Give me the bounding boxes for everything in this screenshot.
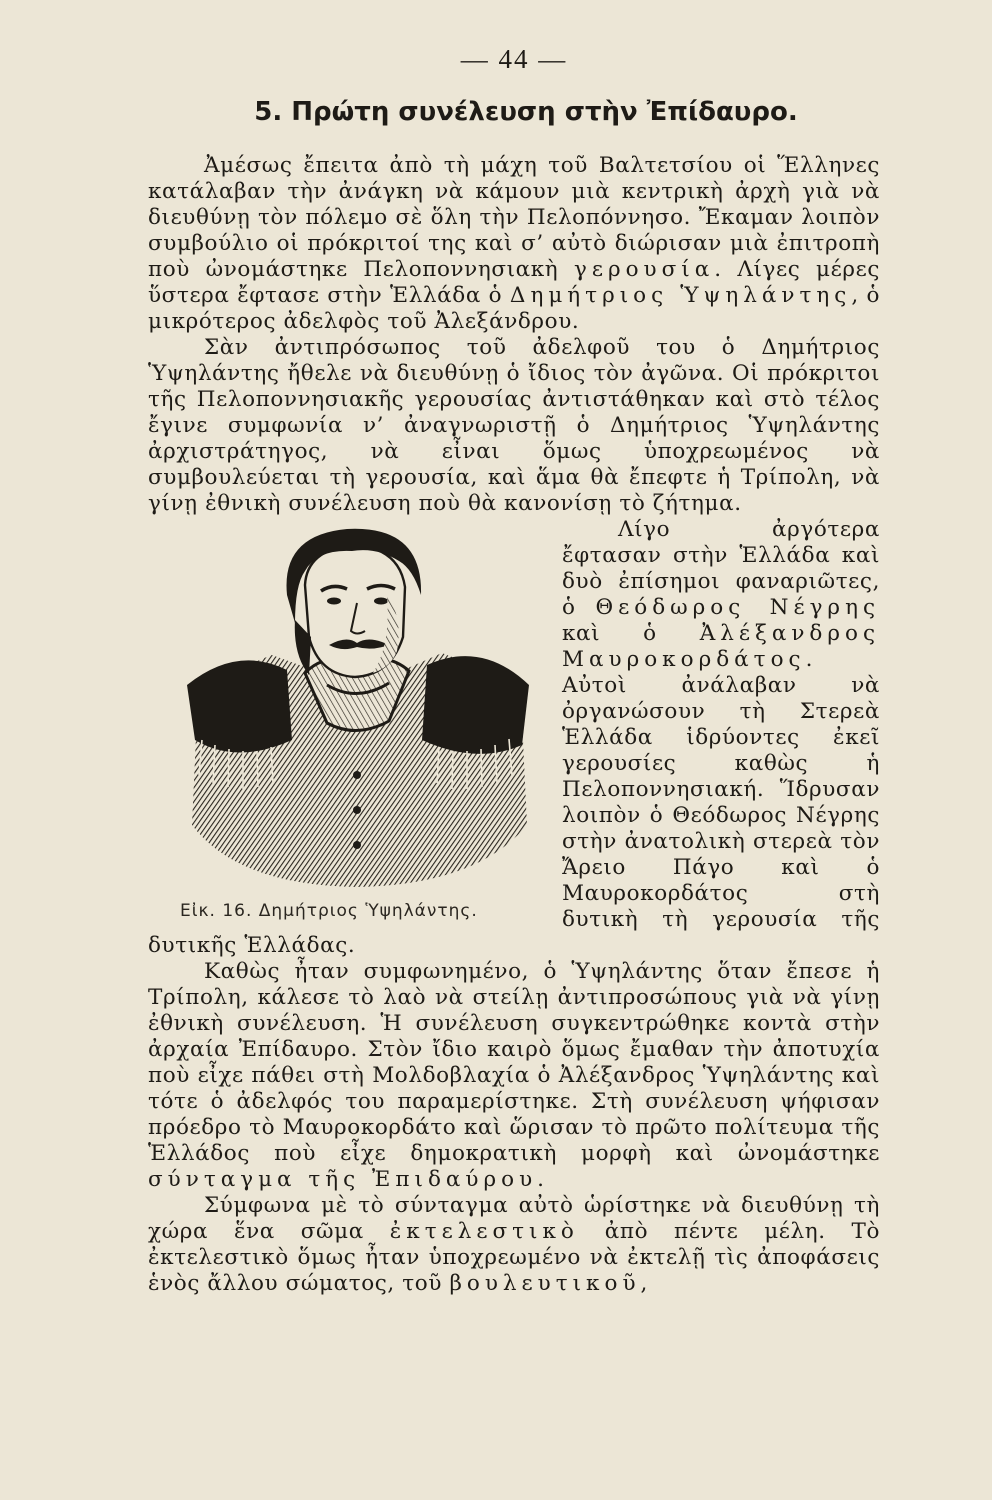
emphasis-alexandros-mavrokordatos: Ἀλέξανδρος Μαυροκορδάτος (562, 621, 880, 672)
section-title: 5. Πρώτη συνέλευση στὴν Ἐπίδαυρο. (254, 97, 798, 127)
paragraph-5: Σύμφωνα μὲ τὸ σύνταγμα αὐτὸ ὡρίστηκε νὰ διευθύνῃ τὴ χώρα ἕνα σῶμα ἐκτελεστικὸ ἀπὸ πέντε μέλη. Τὸ ἐκτελεστικὸ ὅμως ἦταν ὑποχρεωμένο νὰ ἐκτελῇ τὶς ἀποφάσεις ἑνὸς ἄλλου σώματος, τοῦ βουλευτικοῦ, (148, 1193, 880, 1296)
paragraph-2: Σὰν ἀντιπρόσωπος τοῦ ἀδελφοῦ του ὁ Δημήτριος Ὑψηλάντης ἤθελε νὰ διευθύνῃ ὁ ἴδιος τὸν ἀγῶνα. Οἱ πρόκριτοι τῆς Πελοποννησιακῆς γερουσίας ἀντιστάθηκαν καὶ στὸ τέλος ἔγινε συμφωνία ν’ ἀναγνωριστῇ ὁ Δημήτριος Ὑψηλάντης ἀρχιστράτηγος, νὰ εἶναι ὅμως ὑποχρεωμένος νὰ συμβουλεύεται τὴ γερουσία, καὶ ἅμα θὰ ἔπεφτε ἡ Τρίπολη, νὰ γίνῃ ἐθνικὴ συνέλευση ποὺ θὰ κανονίσῃ τὸ ζήτημα. (148, 335, 880, 516)
paragraph-4: Καθὼς ἦταν συμφωνημένο, ὁ Ὑψηλάντης ὅταν ἔπεσε ἡ Τρίπολη, κάλεσε τὸ λαὸ νὰ στείλῃ ἀντιπροσώπους γιὰ νὰ γίνῃ ἐθνικὴ συνέλευση. Ἡ συνέλευση συγκεντρώθηκε κοντὰ στὴν ἀρχαία Ἐπίδαυρο. Στὸν ἴδιο καιρὸ ὅμως ἔμαθαν τὴν ἀποτυχία ποὺ εἶχε πάθει στὴ Μολδοβλαχία ὁ Ἀλέξανδρος Ὑψηλάντης καὶ τότε ὁ ἀδελφός του παραμερίστηκε. Στὴ συνέλευση ψήφισαν πρόεδρο τὸ Μαυροκορδάτο καὶ ὥρισαν τὸ πρῶτο πολίτευμα τῆς Ἑλλάδος ποὺ εἶχε δημοκρατικὴ μορφὴ καὶ ὠνομάστηκε σύνταγμα τῆς Ἐπιδαύρου. (148, 959, 880, 1192)
page-number: — 44 — (460, 44, 568, 74)
emphasis-vouleutiko: βουλευτικοῦ (449, 1271, 641, 1296)
portrait-icon (177, 525, 537, 895)
emphasis-ektelestiko: ἐκτελεστικὸ (389, 1219, 579, 1244)
emphasis-dimitrios-ypsilantis: Δημήτριος Ὑψηλάντης (509, 283, 852, 308)
paragraph-1: Ἀμέσως ἔπειτα ἀπὸ τὴ μάχη τοῦ Βαλτετσίου οἱ Ἕλληνες κατάλαβαν τὴν ἀνάγκη νὰ κάμουν μιὰ κεντρικὴ ἀρχὴ γιὰ νὰ διευθύνῃ τὸν πόλεμο σὲ ὅλη τὴν Πελοπόννησο. Ἔκαμαν λοιπὸν συμβούλιο οἱ πρόκριτοί της καὶ σ’ αὐτὸ διώρισαν μιὰ ἐπιτροπὴ ποὺ ὠνομάστηκε Πελοποννησιακὴ γερουσία. Λίγες μέρες ὕστερα ἔφτασε στὴν Ἑλλάδα ὁ Δημήτριος Ὑψηλάντης, ὁ μικρότερος ἀδελφὸς τοῦ Ἀλεξάνδρου. (148, 153, 881, 334)
body-text (148, 153, 880, 1297)
emphasis-gerousia: γερουσία (573, 257, 715, 282)
emphasis-syntagma: σύνταγμα τῆς Ἐπιδαύρου (148, 1167, 538, 1192)
paragraph-3: Λίγο ἀργότερα ἔφτασαν στὴν Ἑλλάδα καὶ δυὸ ἐπίσημοι φαναριῶτες, ὁ Θεόδωρος Νέγρης καὶ ὁ Ἀλέξανδρος Μαυροκορδάτος. Αὐτοὶ ἀνάλαβαν νὰ ὀργανώσουν τὴ Στερεὰ Ἑλλάδα ἱδρύοντες ἐκεῖ γερουσίες καθὼς ἡ Πελοποννησιακή. Ἵδρυσαν λοιπὸν ὁ Θεόδωρος Νέγρης στὴν ἀνατολικὴ στερεὰ τὸν Ἄρειο Πάγο καὶ ὁ Μαυροκορδάτος στὴ δυτικὴ τὴ γερουσία τῆς δυτικῆς Ἑλλάδας. (148, 517, 880, 958)
figure-caption: Εἰκ. 16. Δημήτριος Ὑψηλάντης. (180, 901, 478, 921)
portrait-figure (162, 525, 552, 921)
emphasis-theodoros-negris: Θεόδωρος Νέγρης (595, 595, 880, 620)
